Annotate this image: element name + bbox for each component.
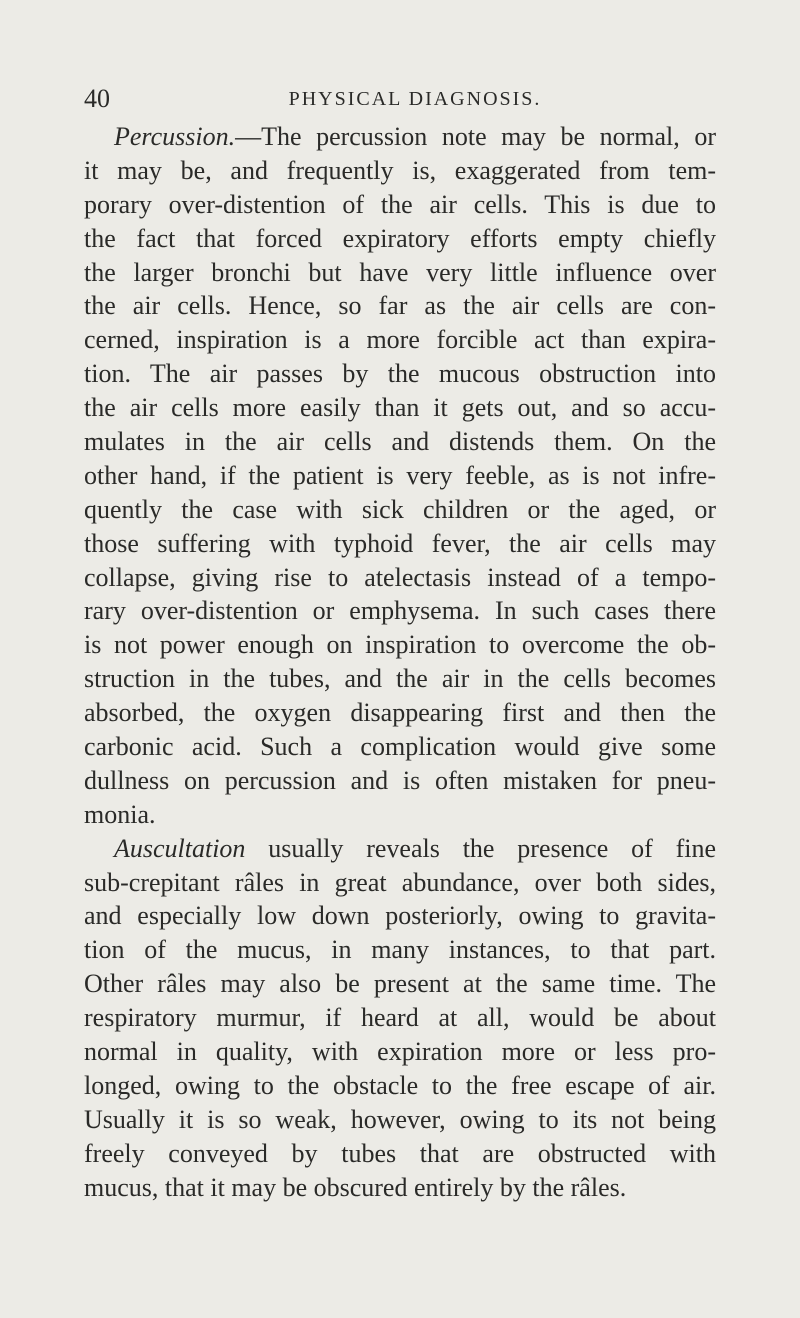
text-line: Usually it is so weak, however, owing to its not being	[84, 1104, 716, 1134]
text-line: mulates in the air cells and distends them. On the	[84, 427, 716, 457]
section-heading-auscultation: Auscultation	[114, 833, 246, 863]
text-line: it may be, and frequently is, exaggerated from tem-	[84, 155, 716, 185]
paragraph-percussion	[84, 120, 716, 832]
text-line: struction in the tubes, and the air in the cells becomes	[84, 664, 716, 694]
paragraph-auscultation	[84, 832, 716, 1205]
paragraph-first-line	[84, 832, 716, 866]
text-line: Other râles may also be present at the same time. The	[84, 969, 716, 999]
text-line: monia.	[84, 799, 156, 829]
text-line: carbonic acid. Such a complication would give some	[84, 732, 716, 762]
body-text	[84, 120, 716, 1205]
text-line: tion of the mucus, in many instances, to that part.	[84, 935, 716, 965]
text-line: other hand, if the patient is very feeble, as is not infre-	[84, 460, 716, 490]
text-line: freely conveyed by tubes that are obstructed with	[84, 1138, 716, 1168]
section-heading-percussion: Percussion.	[114, 122, 236, 151]
text-line: cerned, inspiration is a more forcible act than expira-	[84, 325, 716, 355]
paragraph-first-line	[84, 120, 716, 154]
text-line: the larger bronchi but have very little influence over	[84, 257, 716, 287]
page-number: 40	[84, 84, 110, 113]
text-line: absorbed, the oxygen disappearing first and then the	[84, 698, 716, 728]
text-line: those suffering with typhoid fever, the air cells may	[84, 528, 716, 558]
text-line: quently the case with sick children or the aged, or	[84, 494, 716, 524]
text-line: longed, owing to the obstacle to the free escape of air.	[84, 1070, 716, 1100]
text-line: dullness on percussion and is often mistaken for pneu-	[84, 765, 716, 795]
running-title: PHYSICAL DIAGNOSIS.	[288, 88, 542, 110]
text-fragment: usually reveals the presence of fine	[268, 833, 716, 863]
text-line: porary over-distention of the air cells. This is due to	[84, 189, 716, 219]
text-line: the fact that forced expiratory efforts empty chiefly	[84, 223, 716, 253]
text-line: is not power enough on inspiration to overcome the ob-	[84, 630, 716, 660]
text-line: mucus, that it may be obscured entirely by the râles.	[84, 1172, 627, 1202]
text-line: normal in quality, with expiration more or less pro-	[84, 1037, 716, 1067]
text-line: rary over-distention or emphysema. In such cases there	[84, 596, 716, 626]
text-line: respiratory murmur, if heard at all, would be about	[84, 1003, 716, 1033]
text-line: and especially low down posteriorly, owing to gravita-	[84, 901, 716, 931]
text-fragment: —The percussion note may be normal, or	[235, 122, 716, 151]
text-line: tion. The air passes by the mucous obstruction into	[84, 359, 716, 389]
text-line: the air cells more easily than it gets out, and so accu-	[84, 393, 716, 423]
text-line: collapse, giving rise to atelectasis instead of a tempo-	[84, 562, 716, 592]
text-line: the air cells. Hence, so far as the air cells are con-	[84, 291, 716, 321]
text-line: sub-crepitant râles in great abundance, over both sides,	[84, 867, 716, 897]
running-head	[0, 84, 800, 114]
